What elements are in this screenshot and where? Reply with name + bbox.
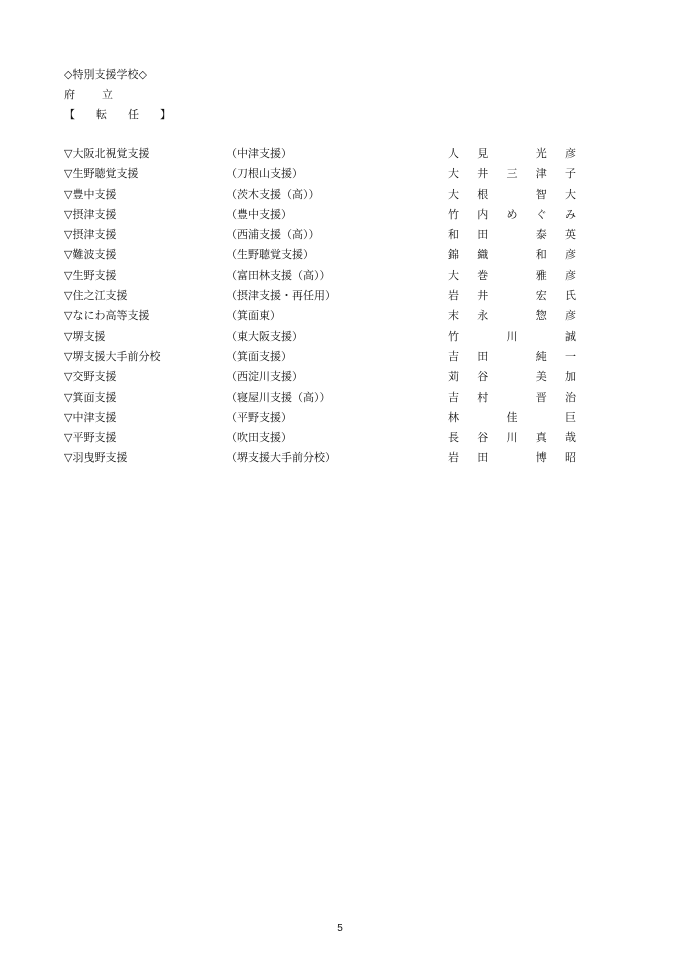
name-character: [477, 411, 488, 425]
name-character: 誠: [565, 329, 576, 343]
name-character: 純: [535, 349, 547, 363]
name-character: 美: [535, 370, 547, 384]
destination-school: ▽住之江支援: [64, 289, 128, 303]
destination-school: ▽中津支援: [64, 410, 117, 424]
name-character: 氏: [565, 289, 576, 303]
name-character: 人: [448, 147, 459, 160]
person-name: [448, 208, 576, 222]
name-character: 村: [477, 390, 489, 404]
name-character: 彦: [565, 268, 576, 282]
name-character: 津: [535, 167, 547, 181]
previous-school: （摂津支援・再任用）: [226, 289, 336, 303]
name-character: 加: [565, 370, 576, 384]
person-name: [448, 330, 576, 344]
name-character: 彦: [565, 309, 576, 323]
name-character: 大: [565, 187, 576, 201]
person-name: [448, 451, 576, 465]
previous-school: （箕面支援）: [226, 349, 292, 363]
name-character: 佳: [506, 410, 518, 424]
person-name: [448, 289, 576, 303]
name-character: 和: [448, 228, 459, 242]
section-heading: 【 転 任 】: [64, 108, 176, 121]
list-item: [64, 330, 584, 350]
name-character: 真: [535, 431, 547, 445]
name-character: [507, 451, 518, 465]
name-character: 光: [535, 147, 547, 160]
person-name: [448, 411, 576, 425]
list-item: [64, 289, 584, 309]
name-character: め: [506, 207, 518, 221]
page-number: 5: [337, 923, 343, 934]
name-character: 哉: [565, 431, 576, 445]
list-item: [64, 228, 584, 248]
name-character: 宏: [535, 289, 547, 303]
name-character: 晋: [535, 390, 547, 404]
name-character: [507, 309, 518, 323]
name-character: [507, 391, 518, 405]
list-item: [64, 269, 584, 289]
name-character: 竹: [448, 207, 459, 221]
name-character: 田: [477, 228, 489, 242]
name-character: 見: [477, 147, 489, 160]
person-name: [448, 228, 576, 242]
name-character: 谷: [477, 431, 489, 445]
previous-school: （刀根山支援）: [226, 167, 303, 181]
name-character: 大: [448, 167, 459, 181]
name-character: 田: [477, 349, 489, 363]
destination-school: ▽堺支援大手前分校: [64, 349, 161, 363]
name-character: 末: [448, 309, 459, 323]
name-character: 林: [448, 410, 459, 424]
destination-school: ▽大阪北視覚支援: [64, 147, 150, 160]
name-character: 長: [448, 431, 459, 445]
name-character: 苅: [448, 370, 459, 384]
person-name: [448, 147, 576, 161]
previous-school: （豊中支援）: [226, 207, 292, 221]
previous-school: （寝屋川支援（高））: [226, 390, 331, 404]
name-character: 昭: [565, 451, 576, 465]
name-character: 岩: [448, 289, 459, 303]
destination-school: ▽交野支援: [64, 370, 117, 384]
name-character: 巨: [565, 410, 576, 424]
name-character: 治: [565, 390, 576, 404]
list-item: [64, 147, 584, 167]
destination-school: ▽生野聴覚支援: [64, 167, 139, 181]
destination-school: ▽豊中支援: [64, 187, 117, 201]
name-character: 川: [506, 431, 518, 445]
list-item: [64, 208, 584, 228]
name-character: 三: [506, 167, 518, 181]
transfer-list: [64, 147, 584, 472]
destination-school: ▽摂津支援: [64, 207, 117, 221]
previous-school: （箕面東）: [226, 309, 281, 323]
name-character: [507, 188, 518, 202]
name-character: [507, 350, 518, 364]
name-character: 博: [535, 451, 547, 465]
destination-school: ▽難波支援: [64, 248, 117, 262]
list-item: [64, 350, 584, 370]
name-character: 竹: [448, 329, 459, 343]
name-character: 巻: [477, 268, 489, 282]
name-character: [507, 147, 518, 161]
person-name: [448, 370, 576, 384]
previous-school: （堺支援大手前分校）: [226, 451, 336, 465]
name-character: [536, 411, 547, 425]
name-character: 彦: [565, 147, 576, 160]
category-heading: ◇特別支援学校◇: [64, 68, 147, 81]
name-character: 田: [477, 451, 489, 465]
name-character: 永: [477, 309, 489, 323]
person-name: [448, 188, 576, 202]
list-item: [64, 167, 584, 187]
person-name: [448, 431, 576, 445]
name-character: 吉: [448, 349, 459, 363]
name-character: 英: [565, 228, 576, 242]
previous-school: （西淀川支援）: [226, 370, 303, 384]
name-character: 岩: [448, 451, 459, 465]
name-character: 大: [448, 187, 459, 201]
name-character: 錦: [448, 248, 459, 262]
name-character: 井: [477, 289, 489, 303]
previous-school: （中津支援）: [226, 147, 292, 160]
list-item: [64, 188, 584, 208]
list-item: [64, 370, 584, 390]
destination-school: ▽堺支援: [64, 329, 106, 343]
name-character: [507, 248, 518, 262]
name-character: 織: [477, 248, 489, 262]
name-character: 一: [565, 349, 576, 363]
person-name: [448, 350, 576, 364]
previous-school: （生野聴覚支援）: [226, 248, 314, 262]
name-character: 和: [535, 248, 547, 262]
name-character: 惣: [535, 309, 547, 323]
list-item: [64, 248, 584, 268]
name-character: [507, 370, 518, 384]
previous-school: （西浦支援（高））: [226, 228, 320, 242]
name-character: [507, 289, 518, 303]
name-character: 智: [535, 187, 547, 201]
previous-school: （東大阪支援）: [226, 329, 303, 343]
previous-school: （富田林支援（高））: [226, 268, 331, 282]
name-character: 根: [477, 187, 489, 201]
destination-school: ▽摂津支援: [64, 228, 117, 242]
name-character: 井: [477, 167, 489, 181]
destination-school: ▽平野支援: [64, 431, 117, 445]
destination-school: ▽生野支援: [64, 268, 117, 282]
person-name: [448, 309, 576, 323]
list-item: [64, 451, 584, 471]
person-name: [448, 167, 576, 181]
previous-school: （茨木支援（高））: [226, 187, 320, 201]
name-character: 泰: [535, 228, 547, 242]
name-character: 川: [506, 329, 518, 343]
name-character: [477, 330, 488, 344]
school-type-heading: 府 立: [64, 88, 121, 101]
person-name: [448, 248, 576, 262]
list-item: [64, 431, 584, 451]
name-character: 吉: [448, 390, 459, 404]
previous-school: （吹田支援）: [226, 431, 292, 445]
destination-school: ▽なにわ高等支援: [64, 309, 150, 323]
person-name: [448, 269, 576, 283]
list-item: [64, 391, 584, 411]
name-character: 内: [477, 207, 489, 221]
name-character: 子: [565, 167, 576, 181]
name-character: [507, 269, 518, 283]
list-item: [64, 411, 584, 431]
destination-school: ▽羽曳野支援: [64, 451, 128, 465]
name-character: 谷: [477, 370, 489, 384]
list-item: [64, 309, 584, 329]
name-character: ぐ: [535, 207, 547, 221]
name-character: [536, 330, 547, 344]
person-name: [448, 391, 576, 405]
previous-school: （平野支援）: [226, 410, 292, 424]
name-character: 雅: [535, 268, 547, 282]
name-character: 大: [448, 268, 459, 282]
name-character: [507, 228, 518, 242]
destination-school: ▽箕面支援: [64, 390, 117, 404]
name-character: 彦: [565, 248, 576, 262]
name-character: み: [565, 207, 576, 221]
